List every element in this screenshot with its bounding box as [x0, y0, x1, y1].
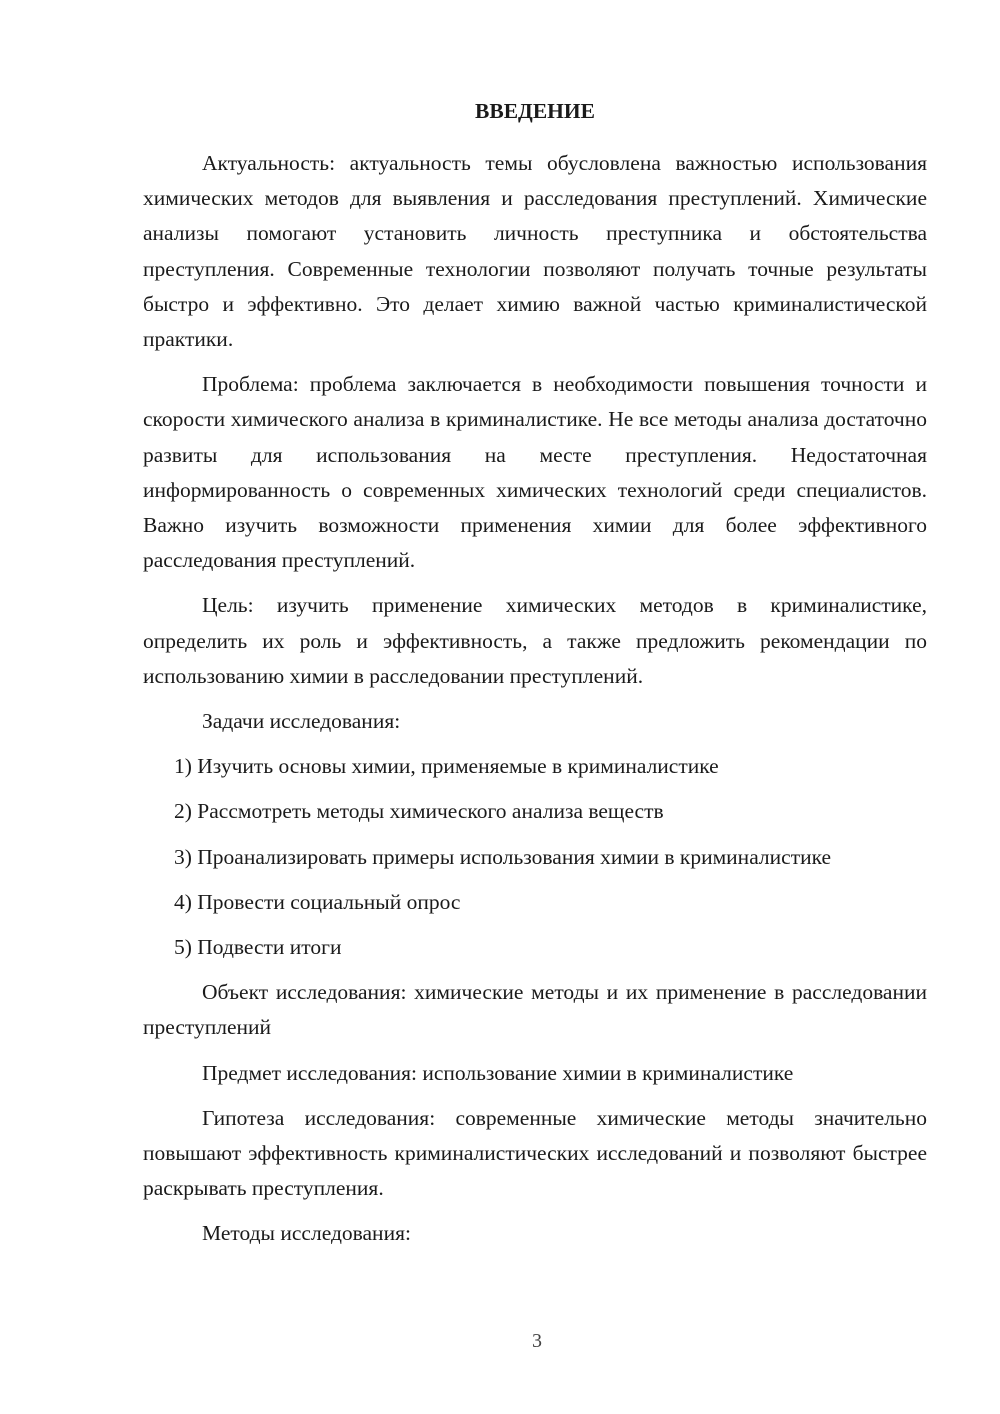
page-number: 3: [532, 1330, 542, 1352]
hypothesis-paragraph: Гипотеза исследования: современные химические методы значительно повышают эффективность криминалистических исследований и позволяют быстрее раскрывать преступления.: [143, 1105, 927, 1201]
task-item-3: 3) Проанализировать примеры использования химии в криминалистике: [174, 844, 832, 869]
problem-paragraph: Проблема: проблема заключается в необходимости повышения точности и скорости химического анализа в криминалистике. Не все методы анализа достаточно развиты для использования на месте преступления. Недостаточная информированность о современных химических технологий среди специалистов. Важно изучить возможности применения химии для более эффективного расследования преступлений.: [143, 372, 927, 573]
object-paragraph: Объект исследования: химические методы и их применение в расследовании преступлений: [143, 980, 927, 1040]
tasks-heading: Задачи исследования:: [202, 709, 401, 734]
document-page: [143, 96, 927, 1262]
task-item-1: 1) Изучить основы химии, применяемые в криминалистике: [174, 754, 719, 779]
relevance-paragraph: Актуальность: актуальность темы обусловлена важностью использования химических методов для выявления и расследования преступлений. Химические анализы помогают установить личность преступника и обстоятельства преступления. Современные технологии позволяют получать точные результаты быстро и эффективно. Это делает химию важной частью криминалистической практики.: [143, 151, 927, 352]
task-item-4: 4) Провести социальный опрос: [174, 889, 461, 914]
subject-paragraph: Предмет исследования: использование химии в криминалистике: [202, 1060, 794, 1085]
methods-heading: Методы исследования:: [202, 1221, 411, 1246]
task-item-2: 2) Рассмотреть методы химического анализа веществ: [174, 799, 664, 824]
task-item-5: 5) Подвести итоги: [174, 935, 342, 960]
goal-paragraph: Цель: изучить применение химических методов в криминалистике, определить их роль и эффективность, а также предложить рекомендации по использованию химии в расследовании преступлений.: [143, 593, 927, 688]
section-title: ВВЕДЕНИЕ: [475, 99, 595, 123]
